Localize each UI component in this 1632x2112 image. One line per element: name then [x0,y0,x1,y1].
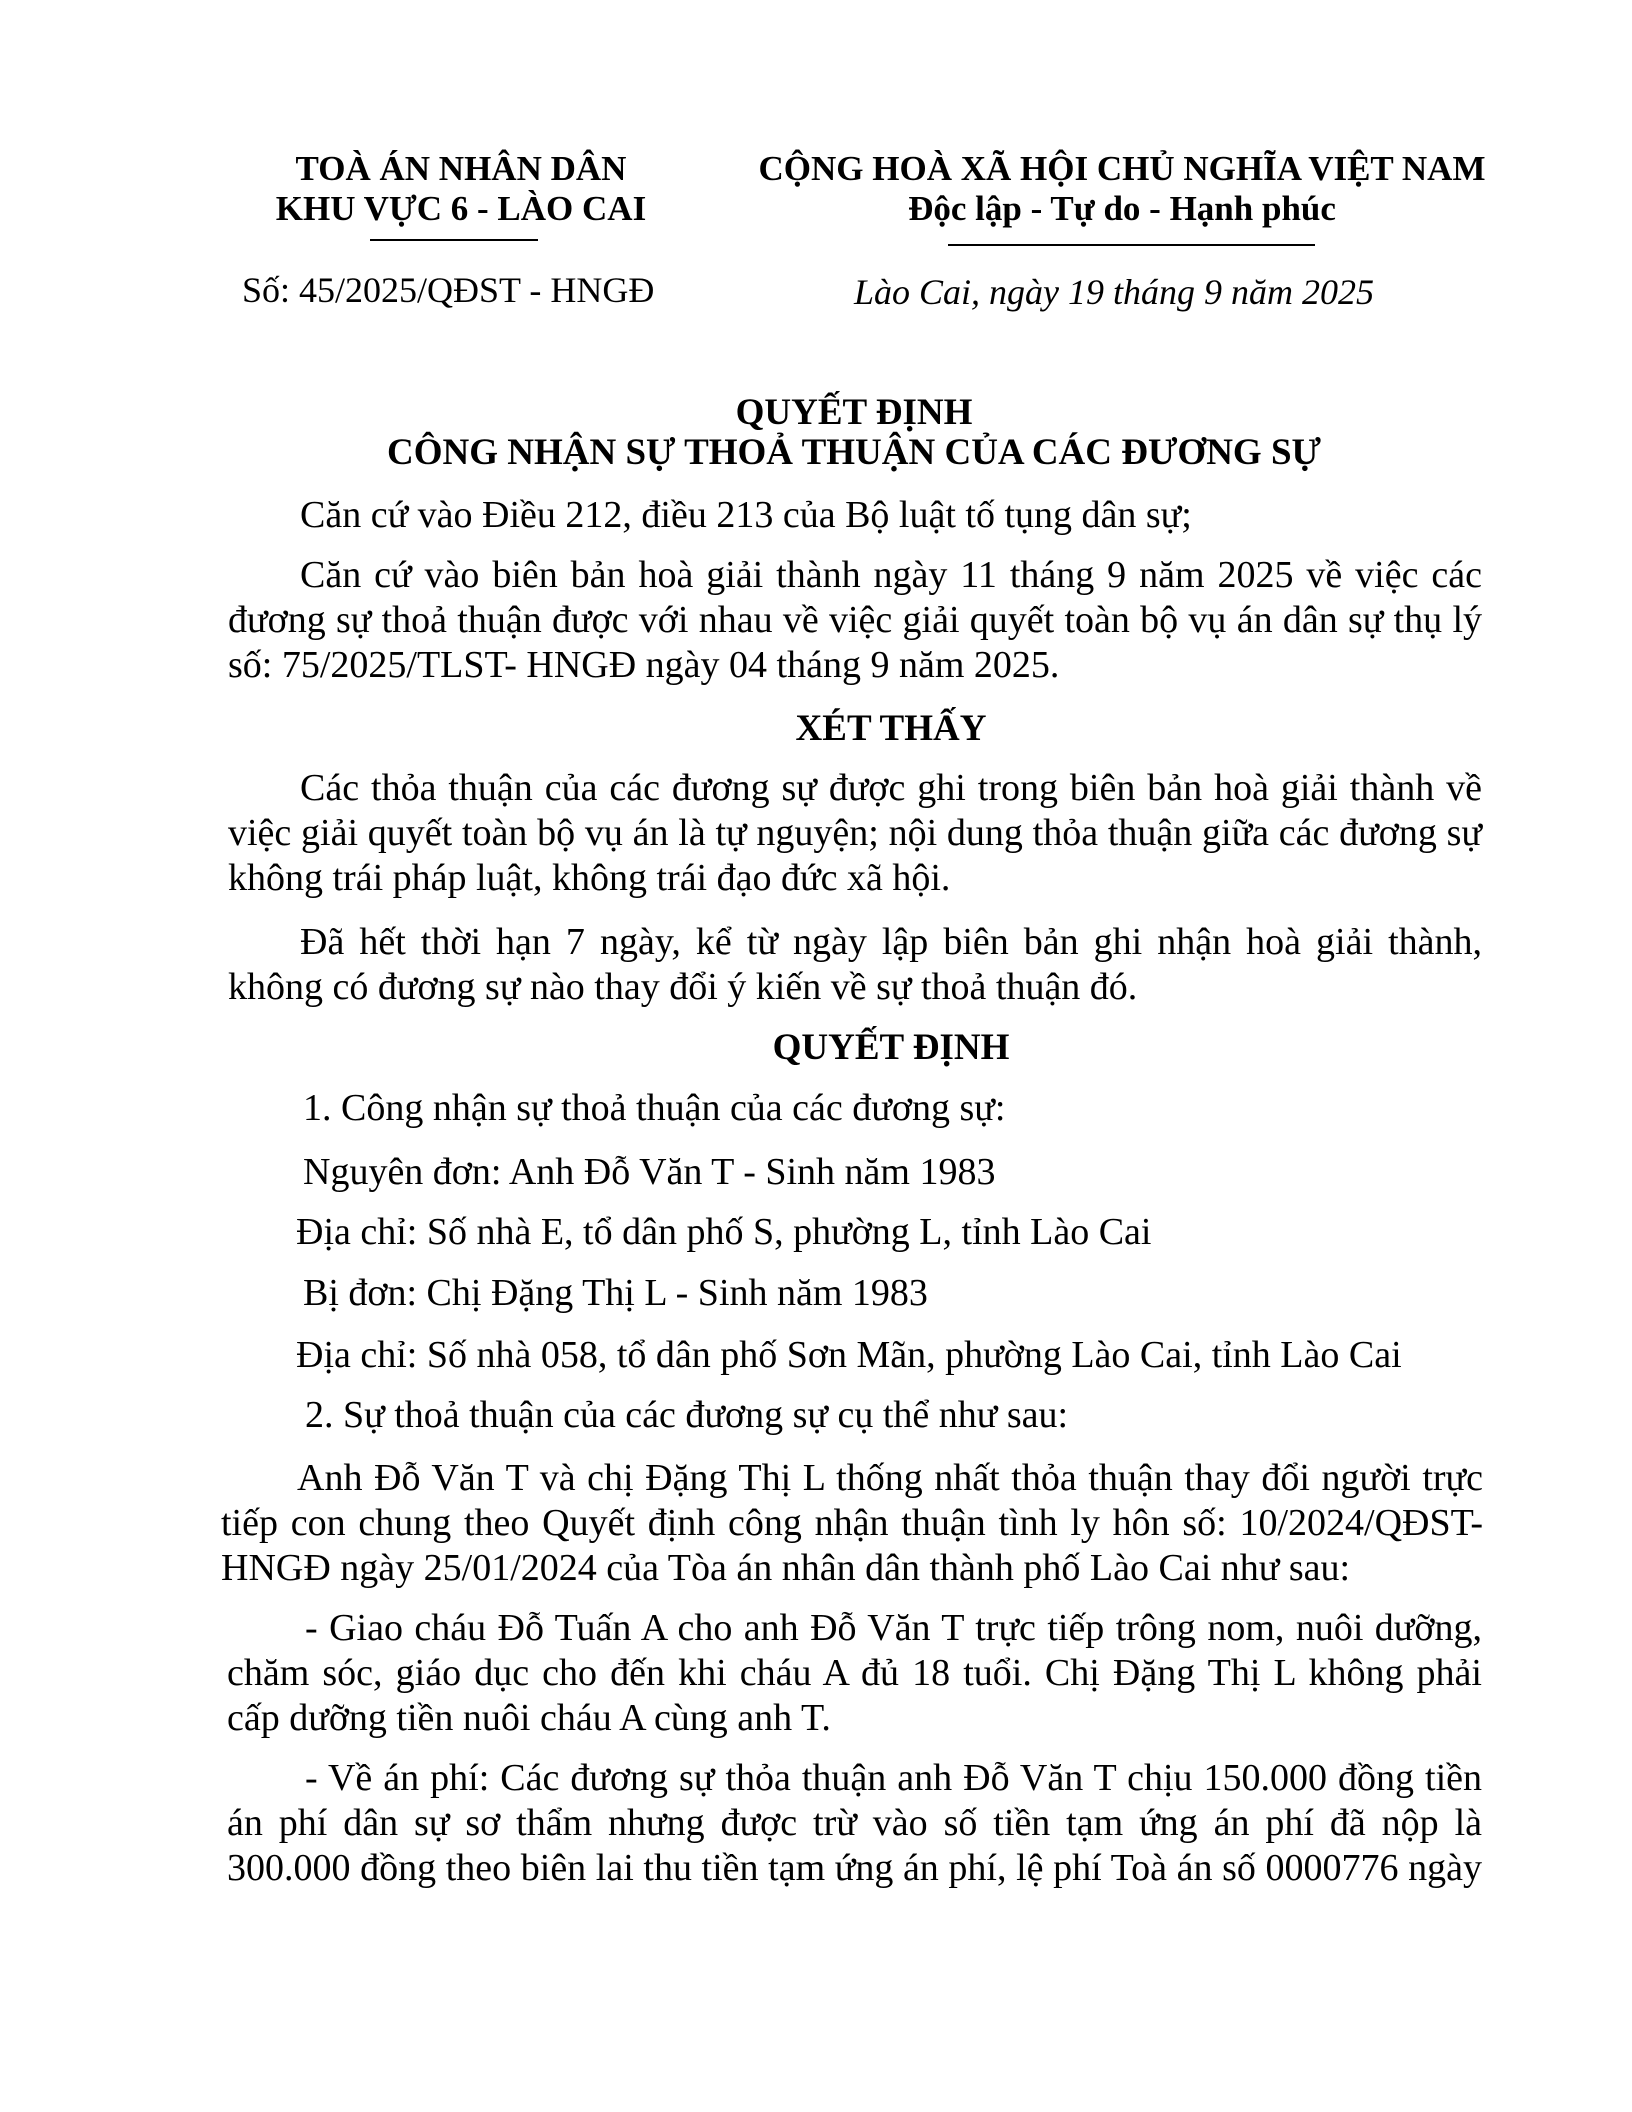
court-name-underline [370,239,538,241]
custody-paragraph: - Giao cháu Đỗ Tuấn A cho anh Đỗ Văn T trực tiếp trông nom, nuôi dưỡng, chăm sóc, giáo dục cho đến khi cháu A đủ 18 tuổi. Chị Đặng Thị L không phải cấp dưỡng tiền nuôi cháu A cùng anh T. [227,1607,1482,1739]
preamble-legal-basis: Căn cứ vào Điều 212, điều 213 của Bộ luật tố tụng dân sự; [300,494,1192,536]
document-number: Số: 45/2025/QĐST - HNGĐ [242,270,655,310]
findings-paragraph-voluntary: Các thỏa thuận của các đương sự được ghi trong biên bản hoà giải thành về việc giải quyết toàn bộ vụ án là tự nguyện; nội dung thỏa thuận giữa các đương sự không trái pháp luật, không trái đạo đức xã hội. [228,767,1482,899]
findings-paragraph-deadline: Đã hết thời hạn 7 ngày, kể từ ngày lập biên bản ghi nhận hoà giải thành, không có đương sự nào thay đổi ý kiến về sự thoả thuận đó. [228,921,1482,1008]
preamble-mediation-record: Căn cứ vào biên bản hoà giải thành ngày 11 tháng 9 năm 2025 về việc các đương sự thoả thuận được với nhau về việc giải quyết toàn bộ vụ án dân sự thụ lý số: 75/2025/TLST- HNGĐ ngày 04 tháng 9 năm 2025. [228,554,1482,686]
defendant-address: Địa chỉ: Số nhà 058, tổ dân phố Sơn Mãn, phường Lào Cai, tỉnh Lào Cai [296,1334,1402,1376]
court-fee-paragraph: - Về án phí: Các đương sự thỏa thuận anh Đỗ Văn T chịu 150.000 đồng tiền án phí dân sự sơ thẩm nhưng được trừ vào số tiền tạm ứng án phí đã nộp là 300.000 đồng theo biên lai thu tiền tạm ứng án phí, lệ phí Toà án số 0000776 ngày [227,1757,1482,1889]
court-name-line2: KHU VỰC 6 - LÀO CAI [275,189,647,228]
country-name: CỘNG HOÀ XÃ HỘI CHỦ NGHĨA VIỆT NAM [758,149,1486,188]
findings-heading: XÉT THẤY [795,708,987,749]
court-name-block [261,149,661,229]
country-motto: Độc lập - Tự do - Hạnh phúc [908,189,1336,228]
document-subtitle: CÔNG NHẬN SỰ THOẢ THUẬN CỦA CÁC ĐƯƠNG SỰ [387,432,1321,473]
plaintiff-address: Địa chỉ: Số nhà E, tổ dân phố S, phường L, tỉnh Lào Cai [296,1211,1152,1253]
court-name-line1: TOÀ ÁN NHÂN DÂN [295,149,627,188]
place-and-date: Lào Cai, ngày 19 tháng 9 năm 2025 [854,272,1375,312]
decision-item1-heading: 1. Công nhận sự thoả thuận của các đương sự: [303,1087,1006,1129]
national-heading-block [712,149,1532,229]
plaintiff-info: Nguyên đơn: Anh Đỗ Văn T - Sinh năm 1983 [303,1151,996,1193]
defendant-info: Bị đơn: Chị Đặng Thị L - Sinh năm 1983 [303,1272,928,1314]
motto-underline [948,244,1315,246]
agreement-paragraph: Anh Đỗ Văn T và chị Đặng Thị L thống nhất thỏa thuận thay đổi người trực tiếp con chung theo Quyết định công nhận thuận tình ly hôn số: 10/2024/QĐST-HNGĐ ngày 25/01/2024 của Tòa án nhân dân thành phố Lào Cai như sau: [221,1457,1483,1589]
decision-heading: QUYẾT ĐỊNH [772,1027,1010,1068]
decision-item2-heading: 2. Sự thoả thuận của các đương sự cụ thể như sau: [305,1394,1069,1436]
document-title: QUYẾT ĐỊNH [735,392,973,433]
